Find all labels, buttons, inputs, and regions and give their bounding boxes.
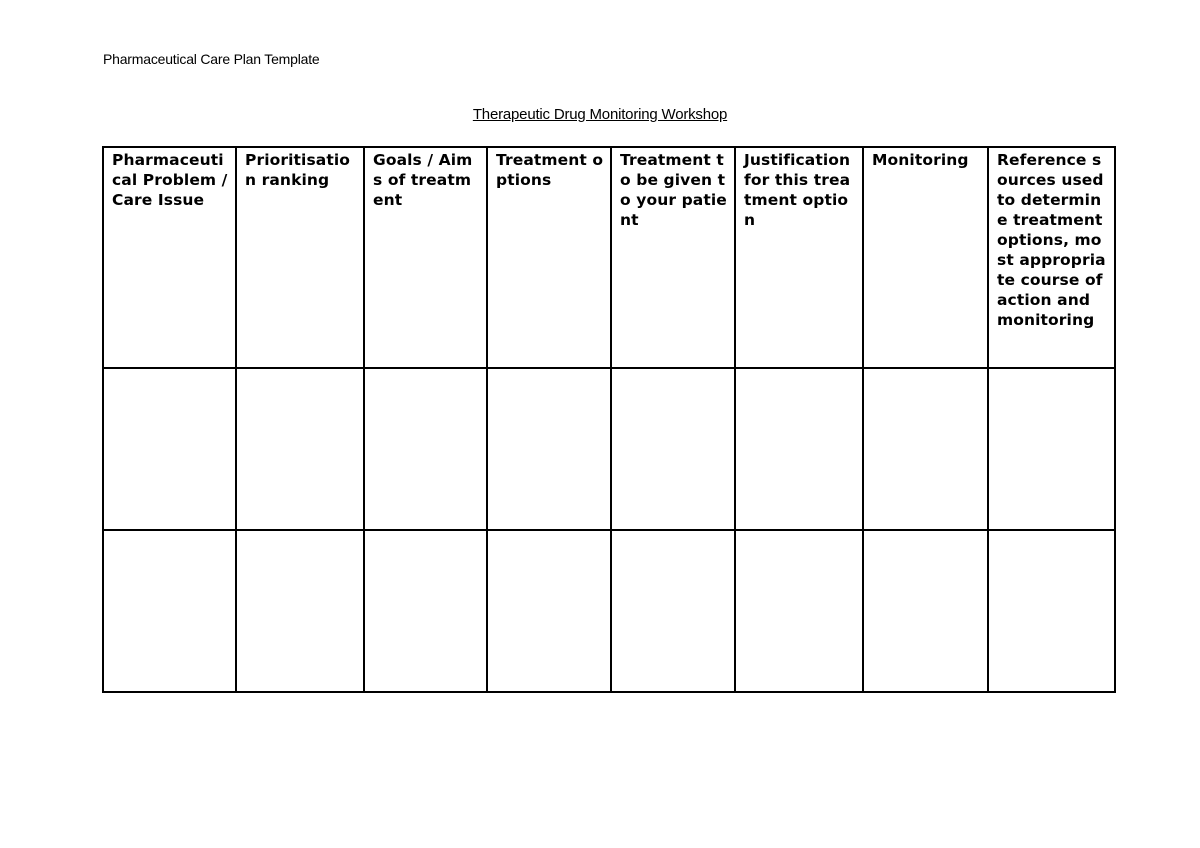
column-header-reference-sources: Reference sources used to determine treatment options, most appropriate course of action and monitoring: [988, 147, 1115, 368]
table-cell[interactable]: [487, 368, 611, 530]
table-cell[interactable]: [863, 368, 988, 530]
table-cell[interactable]: [236, 530, 364, 692]
column-header-goals-aims: Goals / Aims of treatment: [364, 147, 487, 368]
column-header-pharmaceutical-problem: Pharmaceutical Problem / Care Issue: [103, 147, 236, 368]
column-header-prioritisation-ranking: Prioritisation ranking: [236, 147, 364, 368]
table-cell[interactable]: [988, 368, 1115, 530]
table-header-row: [103, 147, 1115, 368]
care-plan-table: [102, 146, 1116, 693]
column-header-justification: Justification for this treatment option: [735, 147, 863, 368]
column-header-treatment-options: Treatment options: [487, 147, 611, 368]
table-cell[interactable]: [103, 368, 236, 530]
column-header-monitoring: Monitoring: [863, 147, 988, 368]
document-header: Pharmaceutical Care Plan Template: [103, 51, 320, 67]
table-cell[interactable]: [988, 530, 1115, 692]
table-cell[interactable]: [103, 530, 236, 692]
page-title: Therapeutic Drug Monitoring Workshop: [472, 106, 728, 123]
table-cell[interactable]: [611, 368, 735, 530]
table-cell[interactable]: [487, 530, 611, 692]
table-cell[interactable]: [364, 368, 487, 530]
table-cell[interactable]: [364, 530, 487, 692]
table-row: [103, 530, 1115, 692]
column-header-treatment-given: Treatment to be given to your patient: [611, 147, 735, 368]
table-cell[interactable]: [611, 530, 735, 692]
table-cell[interactable]: [236, 368, 364, 530]
table-cell[interactable]: [735, 368, 863, 530]
table-cell[interactable]: [863, 530, 988, 692]
table-cell[interactable]: [735, 530, 863, 692]
table-row: [103, 368, 1115, 530]
